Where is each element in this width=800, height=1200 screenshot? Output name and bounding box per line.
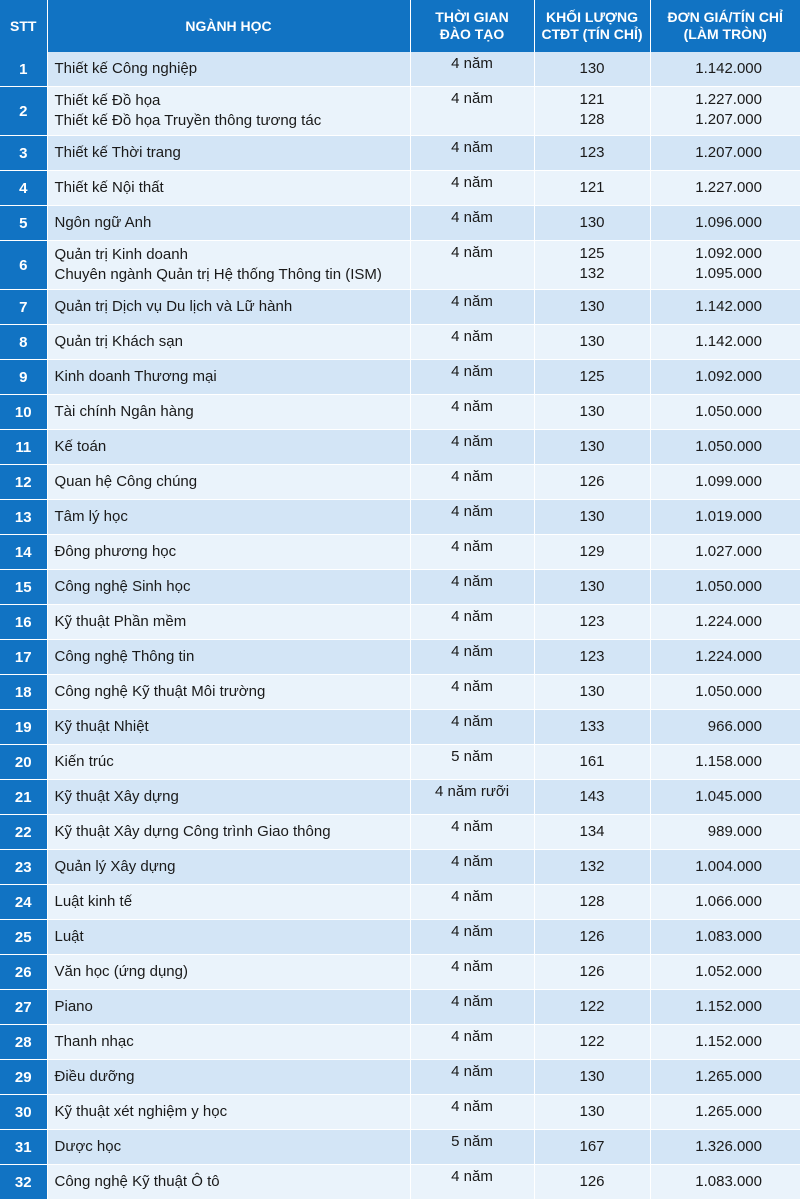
credits: 123 — [534, 640, 650, 675]
table-row — [0, 465, 800, 500]
header-price: ĐƠN GIÁ/TÍN CHỈ (LÀM TRÒN) — [650, 0, 800, 52]
table-row — [0, 535, 800, 570]
price-per-credit: 1.227.000 — [650, 171, 800, 206]
price-per-credit: 1.326.000 — [650, 1130, 800, 1165]
price-per-credit: 1.019.000 — [650, 500, 800, 535]
row-number: 13 — [0, 500, 47, 535]
row-number: 1 — [0, 52, 47, 87]
credits: 122 — [534, 1025, 650, 1060]
major-name: Kỹ thuật xét nghiệm y học — [47, 1095, 410, 1130]
table-row — [0, 570, 800, 605]
major-name: Quản trị Kinh doanh Chuyên ngành Quản trị Hệ thống Thông tin (ISM) — [47, 241, 410, 290]
price-per-credit: 1.004.000 — [650, 850, 800, 885]
price-per-credit: 1.050.000 — [650, 570, 800, 605]
table-row — [0, 1060, 800, 1095]
header-stt: STT — [0, 0, 47, 52]
row-number: 18 — [0, 675, 47, 710]
row-number: 26 — [0, 955, 47, 990]
duration: 4 năm — [410, 241, 534, 290]
duration: 4 năm — [410, 640, 534, 675]
price-per-credit: 1.152.000 — [650, 1025, 800, 1060]
credits: 126 — [534, 1165, 650, 1200]
credits: 130 — [534, 325, 650, 360]
table-row — [0, 990, 800, 1025]
price-per-credit: 1.207.000 — [650, 136, 800, 171]
table-row — [0, 1165, 800, 1200]
credits: 126 — [534, 920, 650, 955]
credits: 122 — [534, 990, 650, 1025]
table-row — [0, 241, 800, 290]
major-name: Kỹ thuật Xây dựng Công trình Giao thông — [47, 815, 410, 850]
row-number: 30 — [0, 1095, 47, 1130]
duration: 4 năm — [410, 136, 534, 171]
price-per-credit: 1.050.000 — [650, 675, 800, 710]
credits: 130 — [534, 570, 650, 605]
row-number: 2 — [0, 87, 47, 136]
price-per-credit: 1.066.000 — [650, 885, 800, 920]
credits: 133 — [534, 710, 650, 745]
price-per-credit: 1.265.000 — [650, 1095, 800, 1130]
table-row — [0, 885, 800, 920]
price-per-credit: 1.045.000 — [650, 780, 800, 815]
major-name: Kinh doanh Thương mại — [47, 360, 410, 395]
table-row — [0, 640, 800, 675]
price-per-credit: 1.050.000 — [650, 395, 800, 430]
duration: 4 năm — [410, 710, 534, 745]
table-row — [0, 430, 800, 465]
credits: 130 — [534, 52, 650, 87]
duration: 4 năm rưỡi — [410, 780, 534, 815]
price-per-credit: 1.142.000 — [650, 290, 800, 325]
credits: 123 — [534, 605, 650, 640]
table-row — [0, 780, 800, 815]
table-row — [0, 605, 800, 640]
credits: 121 128 — [534, 87, 650, 136]
major-name: Tài chính Ngân hàng — [47, 395, 410, 430]
credits: 130 — [534, 206, 650, 241]
price-per-credit: 1.052.000 — [650, 955, 800, 990]
table-row — [0, 360, 800, 395]
duration: 4 năm — [410, 52, 534, 87]
credits: 143 — [534, 780, 650, 815]
row-number: 11 — [0, 430, 47, 465]
duration: 4 năm — [410, 465, 534, 500]
row-number: 17 — [0, 640, 47, 675]
row-number: 31 — [0, 1130, 47, 1165]
major-name: Quản trị Khách sạn — [47, 325, 410, 360]
price-per-credit: 1.092.000 — [650, 360, 800, 395]
duration: 4 năm — [410, 325, 534, 360]
row-number: 5 — [0, 206, 47, 241]
major-name: Văn học (ứng dụng) — [47, 955, 410, 990]
credits: 125 — [534, 360, 650, 395]
credits: 167 — [534, 1130, 650, 1165]
major-name: Quản trị Dịch vụ Du lịch và Lữ hành — [47, 290, 410, 325]
table-row — [0, 87, 800, 136]
major-name: Luật — [47, 920, 410, 955]
row-number: 23 — [0, 850, 47, 885]
credits: 130 — [534, 675, 650, 710]
duration: 4 năm — [410, 605, 534, 640]
credits: 134 — [534, 815, 650, 850]
price-per-credit: 1.050.000 — [650, 430, 800, 465]
table-row — [0, 1095, 800, 1130]
duration: 4 năm — [410, 430, 534, 465]
major-name: Công nghệ Kỹ thuật Ô tô — [47, 1165, 410, 1200]
row-number: 20 — [0, 745, 47, 780]
row-number: 3 — [0, 136, 47, 171]
price-per-credit: 1.099.000 — [650, 465, 800, 500]
credits: 128 — [534, 885, 650, 920]
duration: 4 năm — [410, 171, 534, 206]
major-name: Quản lý Xây dựng — [47, 850, 410, 885]
price-per-credit: 966.000 — [650, 710, 800, 745]
major-name: Thanh nhạc — [47, 1025, 410, 1060]
major-name: Thiết kế Công nghiệp — [47, 52, 410, 87]
major-name: Ngôn ngữ Anh — [47, 206, 410, 241]
duration: 4 năm — [410, 675, 534, 710]
duration: 4 năm — [410, 1095, 534, 1130]
duration: 5 năm — [410, 745, 534, 780]
major-name: Kỹ thuật Xây dựng — [47, 780, 410, 815]
table-row — [0, 745, 800, 780]
table-row — [0, 850, 800, 885]
table-row — [0, 710, 800, 745]
price-per-credit: 1.096.000 — [650, 206, 800, 241]
duration: 4 năm — [410, 360, 534, 395]
credits: 130 — [534, 1060, 650, 1095]
row-number: 9 — [0, 360, 47, 395]
duration: 4 năm — [410, 990, 534, 1025]
major-name: Đông phương học — [47, 535, 410, 570]
row-number: 8 — [0, 325, 47, 360]
credits: 125 132 — [534, 241, 650, 290]
credits: 123 — [534, 136, 650, 171]
table-row — [0, 815, 800, 850]
price-per-credit: 1.265.000 — [650, 1060, 800, 1095]
major-name: Thiết kế Nội thất — [47, 171, 410, 206]
duration: 4 năm — [410, 1165, 534, 1200]
duration: 4 năm — [410, 920, 534, 955]
row-number: 14 — [0, 535, 47, 570]
table-row — [0, 171, 800, 206]
header-credits: KHỐI LƯỢNG CTĐT (TÍN CHỈ) — [534, 0, 650, 52]
header-row — [0, 0, 800, 52]
table-row — [0, 1025, 800, 1060]
row-number: 7 — [0, 290, 47, 325]
major-name: Quan hệ Công chúng — [47, 465, 410, 500]
credits: 126 — [534, 955, 650, 990]
major-name: Luật kinh tế — [47, 885, 410, 920]
price-per-credit: 1.027.000 — [650, 535, 800, 570]
duration: 4 năm — [410, 290, 534, 325]
price-per-credit: 1.142.000 — [650, 52, 800, 87]
price-per-credit: 989.000 — [650, 815, 800, 850]
duration: 4 năm — [410, 955, 534, 990]
duration: 4 năm — [410, 1025, 534, 1060]
table-row — [0, 500, 800, 535]
price-per-credit: 1.083.000 — [650, 1165, 800, 1200]
row-number: 12 — [0, 465, 47, 500]
major-name: Kiến trúc — [47, 745, 410, 780]
major-name: Công nghệ Sinh học — [47, 570, 410, 605]
row-number: 22 — [0, 815, 47, 850]
major-name: Piano — [47, 990, 410, 1025]
major-name: Điều dưỡng — [47, 1060, 410, 1095]
credits: 130 — [534, 395, 650, 430]
row-number: 29 — [0, 1060, 47, 1095]
credits: 130 — [534, 290, 650, 325]
major-name: Công nghệ Kỹ thuật Môi trường — [47, 675, 410, 710]
table-row — [0, 325, 800, 360]
price-per-credit: 1.224.000 — [650, 640, 800, 675]
credits: 130 — [534, 430, 650, 465]
table-row — [0, 395, 800, 430]
credits: 161 — [534, 745, 650, 780]
table-row — [0, 290, 800, 325]
row-number: 21 — [0, 780, 47, 815]
major-name: Kỹ thuật Nhiệt — [47, 710, 410, 745]
table-row — [0, 920, 800, 955]
duration: 4 năm — [410, 1060, 534, 1095]
row-number: 32 — [0, 1165, 47, 1200]
price-per-credit: 1.224.000 — [650, 605, 800, 640]
price-per-credit: 1.092.000 1.095.000 — [650, 241, 800, 290]
table-row — [0, 955, 800, 990]
price-per-credit: 1.142.000 — [650, 325, 800, 360]
major-name: Tâm lý học — [47, 500, 410, 535]
row-number: 24 — [0, 885, 47, 920]
row-number: 27 — [0, 990, 47, 1025]
row-number: 28 — [0, 1025, 47, 1060]
major-name: Kế toán — [47, 430, 410, 465]
major-name: Thiết kế Thời trang — [47, 136, 410, 171]
major-name: Công nghệ Thông tin — [47, 640, 410, 675]
duration: 4 năm — [410, 850, 534, 885]
price-per-credit: 1.152.000 — [650, 990, 800, 1025]
row-number: 16 — [0, 605, 47, 640]
duration: 4 năm — [410, 395, 534, 430]
row-number: 6 — [0, 241, 47, 290]
price-per-credit: 1.227.000 1.207.000 — [650, 87, 800, 136]
major-name: Dược học — [47, 1130, 410, 1165]
header-major: NGÀNH HỌC — [47, 0, 410, 52]
row-number: 4 — [0, 171, 47, 206]
table-row — [0, 52, 800, 87]
row-number: 25 — [0, 920, 47, 955]
price-per-credit: 1.083.000 — [650, 920, 800, 955]
table-row — [0, 1130, 800, 1165]
major-name: Thiết kế Đồ họa Thiết kế Đồ họa Truyền thông tương tác — [47, 87, 410, 136]
duration: 4 năm — [410, 87, 534, 136]
duration: 4 năm — [410, 535, 534, 570]
credits: 129 — [534, 535, 650, 570]
price-per-credit: 1.158.000 — [650, 745, 800, 780]
duration: 4 năm — [410, 570, 534, 605]
row-number: 19 — [0, 710, 47, 745]
major-name: Kỹ thuật Phần mềm — [47, 605, 410, 640]
credits: 132 — [534, 850, 650, 885]
credits: 130 — [534, 1095, 650, 1130]
duration: 4 năm — [410, 500, 534, 535]
credits: 121 — [534, 171, 650, 206]
table-row — [0, 206, 800, 241]
duration: 5 năm — [410, 1130, 534, 1165]
duration: 4 năm — [410, 885, 534, 920]
row-number: 15 — [0, 570, 47, 605]
credits: 126 — [534, 465, 650, 500]
table-row — [0, 675, 800, 710]
duration: 4 năm — [410, 206, 534, 241]
row-number: 10 — [0, 395, 47, 430]
duration: 4 năm — [410, 815, 534, 850]
header-duration: THỜI GIAN ĐÀO TẠO — [410, 0, 534, 52]
table-row — [0, 136, 800, 171]
credits: 130 — [534, 500, 650, 535]
